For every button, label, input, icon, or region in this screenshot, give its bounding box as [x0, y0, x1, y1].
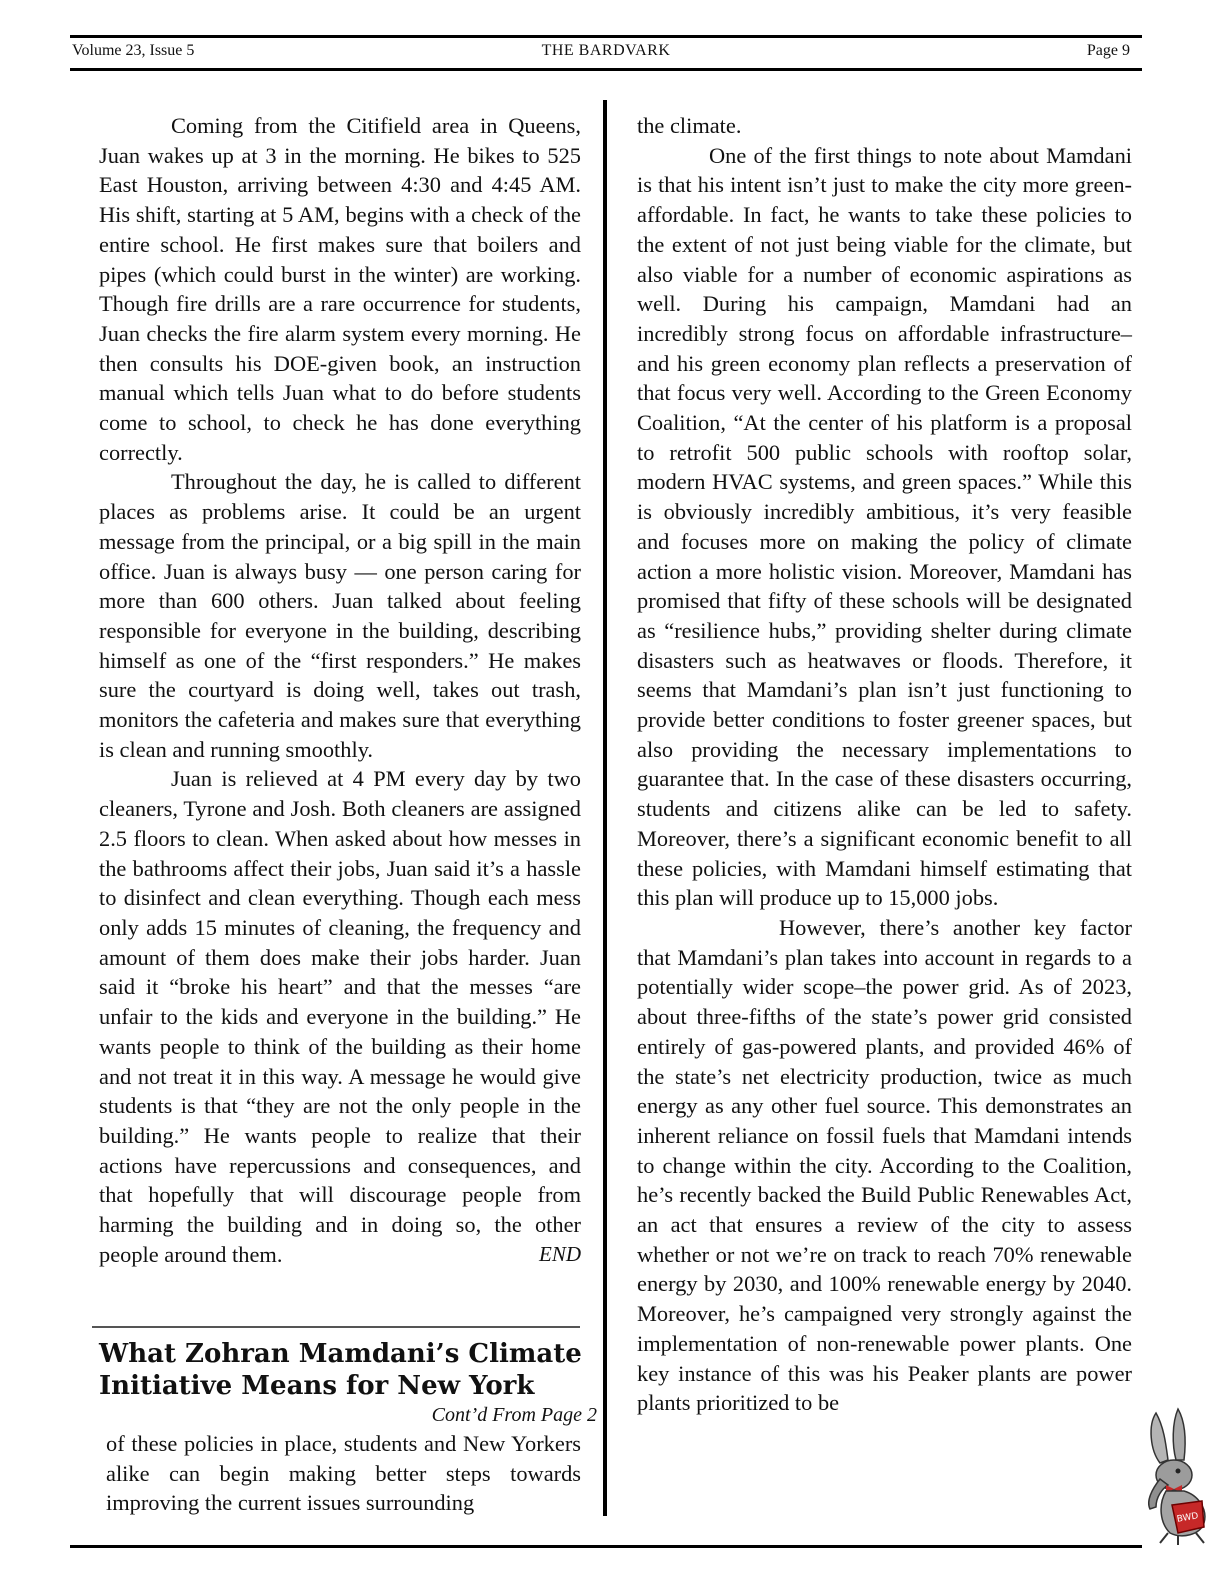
article-headline: What Zohran Mamdani’s Climate Initiative Means for New York	[99, 1339, 582, 1401]
volume-issue: Volume 23, Issue 5	[72, 42, 195, 59]
article-paragraph: One of the first things to note about Mamdani is that his intent isn’t just to make the city more green-affordable. In fact, he wants to take these policies to the extent of not just being viable for the climate, but also viable for a number of economic aspirations as well. During his campaign, Mamdani had an incredibly strong focus on affordable infrastructure–and his green economy plan reflects a preservation of that focus very well. According to the Green Economy Coalition, “At the center of his platform is a proposal to retrofit 500 public schools with rooftop solar, modern HVAC systems, and green spaces.” While this is obviously incredibly ambitious, it’s very feasible and focuses more on making the policy of climate action a more holistic vision. Moreover, Mamdani has promised that fifty of these schools will be designated as “resilience hubs,” providing shelter during climate disasters such as heatwaves or floods. Therefore, it seems that Mamdani’s plan isn’t just functioning to provide better conditions to foster greener spaces, but also providing the necessary implementations to guarantee that. In the case of these disasters occurring, students and citizens alike can be led to safety. Moreover, there’s a significant economic benefit to all these policies, with Mamdani himself estimating that this plan will produce up to 15,000 jobs.	[637, 142, 1132, 911]
page-header	[70, 35, 1142, 71]
footer-rule	[70, 1545, 1142, 1548]
article-paragraph: However, there’s another key factor that Mamdani’s plan takes into account in regards to a potentially wider scope–the power grid. As of 2023, about three-fifths of the state’s power grid consisted entirely of gas-powered plants, and provided 46% of the state’s net electricity production, twice as much energy as any other fuel source. This demonstrates an inherent reliance on fossil fuels that Mamdani intends to change within the city. According to the Coalition, he’s recently backed the Build Public Renewables Act, an act that ensures a review of the city to assess whether or not we’re on track to reach 70% renewable energy by 2030, and 100% renewable energy by 2040. Moreover, he’s campaigned very strongly against the implementation of non-renewable power plants. One key instance of this was his Peaker plants are power plants prioritized to be	[637, 914, 1132, 1416]
continued-from-note: Cont’d From Page 2	[431, 1404, 597, 1426]
section-divider	[92, 1326, 580, 1328]
article-paragraph: Coming from the Citifield area in Queens, Juan wakes up at 3 in the morning. He bikes to 525 East Houston, arriving between 4:30 and 4:45 AM. His shift, starting at 5 AM, begins with a check of the entire school. He first makes sure that boilers and pipes (which could burst in the winter) are working. Though fire drills are a rare occurrence for students, Juan checks the fire alarm system every morning. He then consults his DOE-given book, an instruction manual which tells Juan what to do before students come to school, to check he has done everything correctly.	[99, 113, 581, 465]
left-column	[99, 111, 581, 1269]
right-column	[637, 111, 1132, 1418]
article-continuation: of these policies in place, students and New Yorkers alike can begin making better steps towards improving the current issues surrounding	[106, 1431, 581, 1516]
page-number: Page 9	[1086, 42, 1130, 59]
article-opening-line: the climate.	[637, 113, 742, 138]
article-paragraph: Throughout the day, he is called to different places as problems arise. It could be an urgent message from the principal, or a big spill in the main office. Juan is always busy — one person caring for more than 600 others. Juan talked about feeling responsible for everyone in the building, describing himself as one of the “first responders.” He makes sure the courtyard is doing well, takes out trash, monitors the cafeteria and makes sure that everything is clean and running smoothly.	[99, 469, 581, 762]
article-paragraph	[99, 764, 581, 1269]
mascot-badge-text: BWD	[1176, 1511, 1200, 1525]
newspaper-title: THE BARDVARK	[541, 42, 671, 59]
end-mark: END	[539, 1241, 581, 1266]
column-divider	[603, 100, 607, 1516]
aardvark-mascot-icon	[1138, 1405, 1218, 1545]
article-paragraph-text: Juan is relieved at 4 PM every day by two cleaners, Tyrone and Josh. Both cleaners are assigned 2.5 floors to clean. When asked about how messes in the bathrooms affect their jobs, Juan said it’s a hassle to disinfect and clean everything. Though each mess only adds 15 minutes of cleaning, the frequency and amount of them does make their jobs harder. Juan said it “broke his heart” and that the messes “are unfair to the kids and everyone in the building.” He wants people to think of the building as their home and not treat it in this way. A message he would give students is that “they are not the only people in the building.” He wants people to realize that their actions have repercussions and consequences, and that hopefully that will discourage people from harming the building and in doing so, the other people around them.	[99, 766, 581, 1267]
